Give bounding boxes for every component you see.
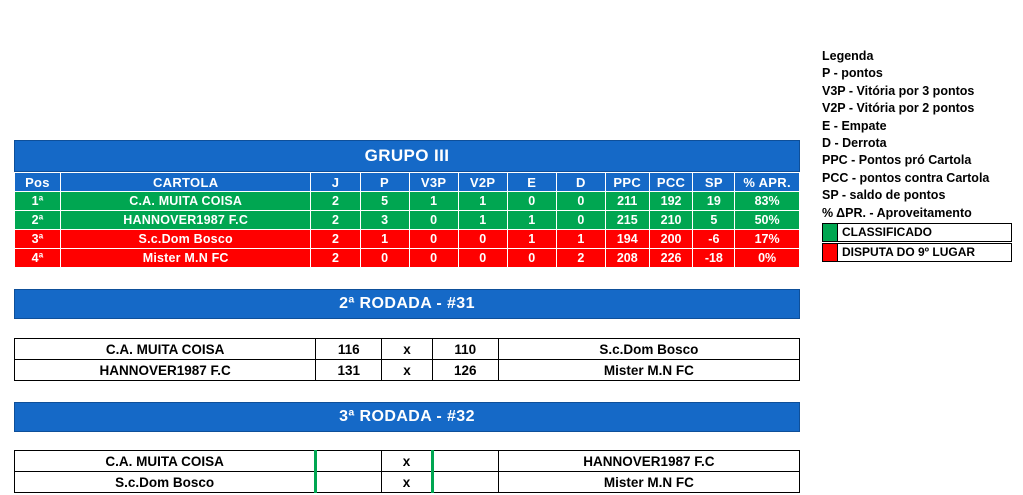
match-away-team: Mister M.N FC (498, 360, 799, 381)
cell-e: 0 (507, 249, 556, 268)
cell-v3p: 1 (409, 192, 458, 211)
col-header-j: J (311, 173, 360, 192)
match-home-score (316, 472, 382, 493)
legend-title: Legenda (822, 49, 874, 63)
table-row (15, 249, 800, 268)
match-home-team: C.A. MUITA COISA (15, 451, 316, 472)
cell-d: 2 (556, 249, 605, 268)
cell-team: C.A. MUITA COISA (60, 192, 311, 211)
legend-line-v3p: V3P - Vitória por 3 pontos (822, 83, 975, 98)
legend-color-swatch-red (822, 243, 838, 262)
cell-ppc: 194 (605, 230, 649, 249)
cell-sp: 5 (693, 211, 735, 230)
match-versus: x (382, 360, 433, 381)
match-home-team: S.c.Dom Bosco (15, 472, 316, 493)
cell-d: 0 (556, 192, 605, 211)
cell-ppc: 215 (605, 211, 649, 230)
match-versus: x (382, 451, 433, 472)
match-away-score (432, 472, 498, 493)
cell-team: HANNOVER1987 F.C (60, 211, 311, 230)
cell-apr: 0% (735, 249, 800, 268)
cell-pcc: 192 (649, 192, 693, 211)
cell-e: 1 (507, 230, 556, 249)
legend-swatch-label-disputa: DISPUTA DO 9º LUGAR (838, 243, 1012, 262)
cell-d: 0 (556, 211, 605, 230)
cell-j: 2 (311, 230, 360, 249)
cell-pcc: 200 (649, 230, 693, 249)
round-3-title-banner: 3ª RODADA - #32 (14, 402, 800, 432)
match-home-score: 116 (316, 339, 382, 360)
cell-sp: 19 (693, 192, 735, 211)
legend-block (822, 48, 1012, 262)
match-away-score: 126 (432, 360, 498, 381)
col-header-ppc: PPC (605, 173, 649, 192)
match-versus: x (382, 472, 433, 493)
cell-e: 0 (507, 192, 556, 211)
cell-p: 0 (360, 249, 409, 268)
match-away-score: 110 (432, 339, 498, 360)
match-home-score (316, 451, 382, 472)
legend-swatch-row-classificado (822, 223, 1012, 242)
cell-pos: 2ª (15, 211, 61, 230)
cell-v2p: 0 (458, 249, 507, 268)
legend-line-e: E - Empate (822, 118, 887, 133)
cell-p: 5 (360, 192, 409, 211)
cell-p: 3 (360, 211, 409, 230)
legend-line-sp: SP - saldo de pontos (822, 188, 946, 203)
cell-j: 2 (311, 192, 360, 211)
cell-apr: 50% (735, 211, 800, 230)
table-row (15, 230, 800, 249)
cell-p: 1 (360, 230, 409, 249)
col-header-cartola: CARTOLA (60, 173, 311, 192)
standings-block (14, 140, 800, 268)
cell-team: S.c.Dom Bosco (60, 230, 311, 249)
round-2-matches-block (14, 338, 800, 381)
legend-line-ppc: PPC - Pontos pró Cartola (822, 153, 972, 168)
legend-line-d: D - Derrota (822, 136, 887, 151)
match-away-team: HANNOVER1987 F.C (498, 451, 799, 472)
cell-team: Mister M.N FC (60, 249, 311, 268)
cell-pos: 3ª (15, 230, 61, 249)
col-header-sp: SP (693, 173, 735, 192)
legend-line-p: P - pontos (822, 66, 883, 81)
round-2-title-banner: 2ª RODADA - #31 (14, 289, 800, 319)
round-2-matches-table (14, 338, 800, 381)
col-header-d: D (556, 173, 605, 192)
col-header-p: P (360, 173, 409, 192)
table-row (15, 451, 800, 472)
cell-ppc: 211 (605, 192, 649, 211)
cell-sp: -18 (693, 249, 735, 268)
col-header-e: E (507, 173, 556, 192)
standings-header-row (15, 173, 800, 192)
match-home-score: 131 (316, 360, 382, 381)
group-title-banner: GRUPO III (14, 140, 800, 172)
col-header-pos: Pos (15, 173, 61, 192)
legend-line-pcc: PCC - pontos contra Cartola (822, 170, 990, 185)
table-row (15, 360, 800, 381)
legend-line-apr: % ΔPR. - Aproveitamento (822, 205, 972, 220)
legend-swatch-label-classificado: CLASSIFICADO (838, 223, 1012, 242)
cell-v2p: 0 (458, 230, 507, 249)
match-versus: x (382, 339, 433, 360)
round-3-matches-block (14, 450, 800, 493)
match-away-team: S.c.Dom Bosco (498, 339, 799, 360)
table-row (15, 192, 800, 211)
table-row (15, 472, 800, 493)
cell-j: 2 (311, 211, 360, 230)
cell-sp: -6 (693, 230, 735, 249)
match-away-team: Mister M.N FC (498, 472, 799, 493)
cell-j: 2 (311, 249, 360, 268)
match-away-score (432, 451, 498, 472)
cell-apr: 83% (735, 192, 800, 211)
cell-v2p: 1 (458, 211, 507, 230)
cell-apr: 17% (735, 230, 800, 249)
legend-swatch-row-disputa (822, 243, 1012, 262)
table-row (15, 339, 800, 360)
cell-ppc: 208 (605, 249, 649, 268)
col-header-v3p: V3P (409, 173, 458, 192)
cell-pos: 1ª (15, 192, 61, 211)
legend-color-swatch-green (822, 223, 838, 242)
cell-e: 1 (507, 211, 556, 230)
col-header-v2p: V2P (458, 173, 507, 192)
cell-v3p: 0 (409, 211, 458, 230)
legend-line-v2p: V2P - Vitória por 2 pontos (822, 101, 975, 116)
cell-v2p: 1 (458, 192, 507, 211)
cell-pcc: 226 (649, 249, 693, 268)
cell-v3p: 0 (409, 249, 458, 268)
cell-d: 1 (556, 230, 605, 249)
col-header-pcc: PCC (649, 173, 693, 192)
match-home-team: HANNOVER1987 F.C (15, 360, 316, 381)
table-row (15, 211, 800, 230)
round-3-matches-table (14, 450, 800, 493)
cell-v3p: 0 (409, 230, 458, 249)
cell-pcc: 210 (649, 211, 693, 230)
match-home-team: C.A. MUITA COISA (15, 339, 316, 360)
cell-pos: 4ª (15, 249, 61, 268)
standings-table (14, 172, 800, 268)
col-header-apr: % APR. (735, 173, 800, 192)
